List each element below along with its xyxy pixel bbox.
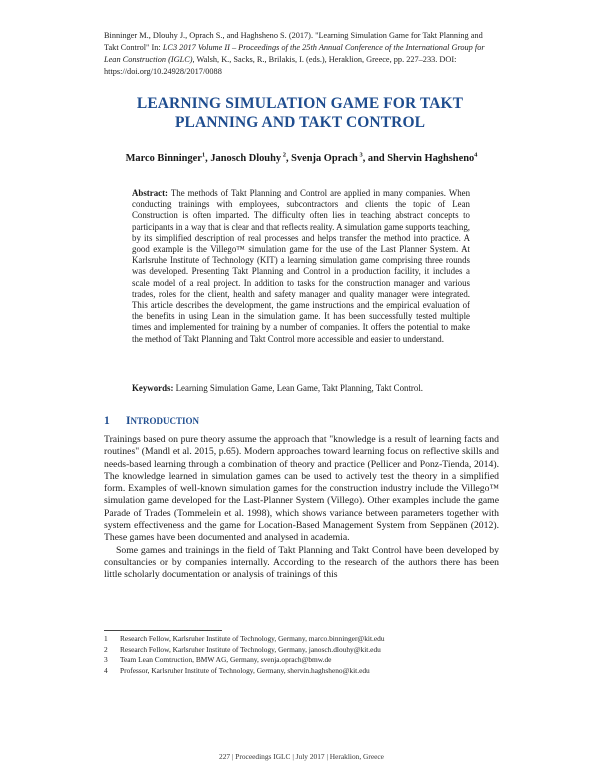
footnote bbox=[104, 645, 499, 656]
paragraph: Trainings based on pure theory assume the approach that "knowledge is a result of learning facts and routines" (Mandl et al. 2015, p.65). Modern approaches toward learning focus on reflective skills and needs-based learning through a combination of theory and practice (Pellicer and Ponz-Tienda, 2014). The knowledge learned in simulation games can be used to actively test the theory in a simplified form. Examples of well-known simulation games for the construction industry include the Villego™ simulation game developed for the Last-Planner System (Villego). Other examples include the game Parade of Trades (Tommelein et al. 1998), which shows variance between parameters together with system effectiveness and the game for Location-Based Management System from Seppänen (2012). These games have been documented and analysed in academia. bbox=[104, 434, 499, 544]
footnote-text: Research Fellow, Karlsruher Institute of Technology, Germany, janosch.dlouhy@kit.edu bbox=[120, 644, 381, 654]
abstract-label: Abstract: bbox=[132, 188, 168, 198]
author-affiliation-mark: 2 bbox=[281, 151, 286, 159]
citation-suffix: , Walsh, K., Sacks, R., Brilakis, I. (eds.), Heraklion, Greece, pp. 227–233. DOI: https://doi.org/10.24928/2017/0088 bbox=[104, 55, 457, 76]
footnote-text: Research Fellow, Karlsruher Institute of Technology, Germany, marco.binninger@kit.edu bbox=[120, 634, 385, 643]
footnote-number: 1 bbox=[104, 634, 108, 643]
footnote-number: 2 bbox=[104, 644, 108, 654]
section-heading bbox=[104, 414, 499, 428]
footnote-number: 4 bbox=[104, 665, 108, 675]
footnotes bbox=[104, 634, 499, 676]
footnote bbox=[104, 634, 499, 645]
author-affiliation-mark: 4 bbox=[474, 151, 478, 159]
keywords-label: Keywords: bbox=[132, 383, 174, 393]
footnote bbox=[104, 666, 499, 677]
footnote-text: Team Lean Comtruction, BMW AG, Germany, svenja.oprach@bmw.de bbox=[120, 655, 332, 665]
author-separator: , bbox=[285, 153, 292, 164]
paragraph: Some games and trainings in the field of Takt Planning and Takt Control have been developed by consultancies or by companies internally. According to the research of the authors there has been little scholarly documentation or analysis of trainings of this bbox=[104, 544, 499, 581]
abstract-text: The methods of Takt Planning and Control are applied in many companies. When conducting trainings with employees, subcontractors and clients the topic of Lean Construction is often imparted. The difficulty often lies in teaching abstract concepts to participants in a way that is clear and that reflects reality. A simulation game supports teaching, by its simplified description of real processes and helps transfer the method into practice. A good example is the Villego™ simulation game for the use of the Last Planner System. At Karlsruhe Institute of Technology (KIT) a learning simulation game comprising three rounds was developed. Presenting Takt Planning and Control in a production facility, it includes a scale model of a real project. In addition to tasks for the construction manager and various trades, roles for the client, health and safety manager and quality manager were integrated. This article describes the development, the game instructions and the empirical evaluation of the benefits in using Lean in the simulation game. It has been successfully tested multiple times and implemented for training by a number of companies. It offers the potential to make the method of Takt Planning and Takt Control more accessible and easier to understand. bbox=[132, 188, 471, 344]
author-name: Marco Binninger bbox=[125, 153, 202, 164]
author-name: Svenja Oprach bbox=[291, 153, 358, 164]
footnote-divider bbox=[104, 630, 222, 631]
paper-title: LEARNING SIMULATION GAME FOR TAKT PLANNING AND TAKT CONTROL bbox=[136, 95, 464, 131]
author-name: Janosch Dlouhy bbox=[210, 153, 282, 164]
section-title-rest: NTRODUCTION bbox=[130, 416, 199, 426]
section-number: 1 bbox=[104, 415, 110, 427]
author-separator: , and bbox=[362, 153, 388, 164]
footnote-number: 3 bbox=[104, 655, 108, 665]
author-separator: , bbox=[205, 153, 211, 164]
citation-header bbox=[104, 30, 499, 78]
citation-venue: LC3 2017 Volume II – Proceedings of the 25th Annual Conference of the International Group for Lean Construction (IGLC) bbox=[104, 43, 485, 64]
author-affiliation-mark: 1 bbox=[201, 151, 206, 159]
author-name: Shervin Haghsheno bbox=[387, 153, 475, 164]
citation-prefix: Binninger M., Dlouhy J., Oprach S., and Haghsheno S. (2017). "Learning Simulation Game for Takt Planning and Takt Control" In: bbox=[104, 31, 483, 52]
keywords-text: Learning Simulation Game, Lean Game, Takt Planning, Takt Control. bbox=[175, 383, 424, 393]
author-affiliation-mark: 3 bbox=[357, 151, 363, 159]
keywords bbox=[132, 383, 482, 394]
section-title-initial: I bbox=[126, 415, 131, 427]
footnote-text: Professor, Karlsruher Institute of Technology, Germany, shervin.haghsheno@kit.edu bbox=[120, 665, 370, 675]
abstract bbox=[132, 188, 470, 345]
body-text bbox=[104, 434, 499, 582]
page-footer: 227 | Proceedings IGLC | July 2017 | Heraklion, Greece bbox=[219, 752, 384, 761]
footnote bbox=[104, 655, 499, 666]
author-list bbox=[104, 152, 499, 165]
